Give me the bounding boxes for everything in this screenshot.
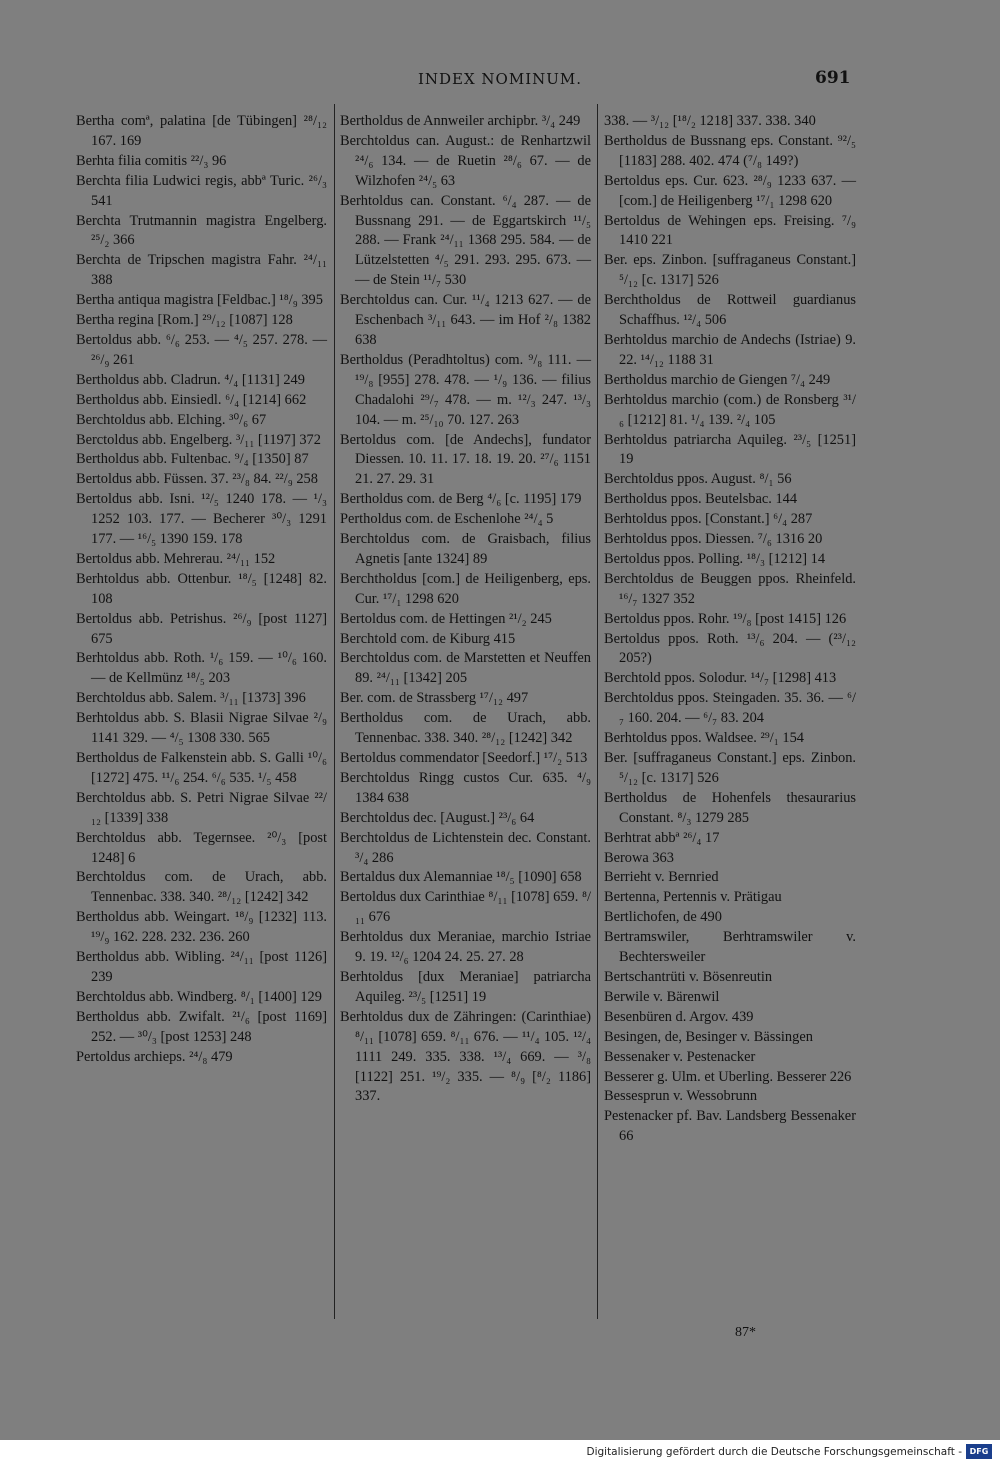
index-entry: Bertholdus (Peradhtoltus) com. ⁹/₈ 111. — ¹⁹/₈ [955] 278. 478. — ¹/₉ 136. — filius Chadalohi ²⁹/₇ 478. — m. ¹²/₃ 247. ¹³/₃ 104. — m. ²⁵/₁₀ 70. 127. 263 <box>340 351 591 428</box>
index-entry: Bertoldus com. [de Andechs], fundator Diessen. 10. 11. 17. 18. 19. 20. ²⁷/₆ 1151 21. 27. 29. 31 <box>340 431 591 488</box>
index-entry: Berchtoldus de Beuggen ppos. Rheinfeld. ¹⁶/₇ 1327 352 <box>604 570 856 607</box>
digitization-footer <box>0 1440 1000 1465</box>
index-entry: Bertoldus ppos. Roth. ¹³/₆ 204. — (²³/₁₂ 205?) <box>604 630 856 667</box>
index-entry: Berhtoldus ppos. Diessen. ⁷/₆ 1316 20 <box>604 531 823 548</box>
index-entry: Bertholdus abb. Wibling. ²⁴/₁₁ [post 1126] 239 <box>76 949 327 985</box>
index-entry: Berchtoldus dec. [August.] ²³/₆ 64 <box>340 809 535 826</box>
index-entry: Berchtoldus com. de Graisbach, filius Agnetis [ante 1324] 89 <box>340 531 591 567</box>
index-entry: Bertholdus de Bussnang eps. Constant. ⁹²/₅ [1183] 288. 402. 474 (⁷/₈ 149?) <box>604 132 856 169</box>
index-entry: Bertha comª, palatina [de Tübingen] ²⁸/₁₂ 167. 169 <box>76 113 327 149</box>
index-entry: Berhtoldus can. Constant. ⁶/₄ 287. — de Bussnang 291. — de Eggartskirch ¹¹/₅ 288. — Frank ²⁴/₁₁ 1368 295. 584. — de Lützelstetten ⁴/₅ 291. 293. 295. 673. — — de Stein ¹¹/₇ 530 <box>340 192 591 289</box>
index-entry: Bertoldus abb. Füssen. 37. ²³/₈ 84. ²²/₉ 258 <box>76 471 318 488</box>
column-divider-1 <box>334 104 335 1319</box>
index-entry: Berhtoldus abb. Roth. ¹/₆ 159. — ¹⁰/₆ 160. — de Kellmünz ¹⁸/₅ 203 <box>76 650 327 687</box>
index-entry: Berchta filia Ludwici regis, abbª Turic. ²⁶/₃ 541 <box>76 172 327 209</box>
index-entry: Bertholdus abb. Fultenbac. ⁹/₄ [1350] 87 <box>76 451 309 468</box>
index-entry: Bertoldus ppos. Rohr. ¹⁹/₈ [post 1415] 126 <box>604 610 847 627</box>
index-column-2 <box>340 112 591 1107</box>
index-entry: Bertholdus ppos. Beutelsbac. 144 <box>604 491 798 508</box>
index-entry: Berhtoldus ppos. [Constant.] ⁶/₄ 287 <box>604 511 813 528</box>
index-entry: Berhta filia comitis ²²/₃ 96 <box>76 152 227 169</box>
index-entry: Berchta de Tripschen magistra Fahr. ²⁴/₁₁ 388 <box>76 252 327 289</box>
index-entry: Pestenacker pf. Bav. Landsberg Bessenaker 66 <box>604 1108 856 1145</box>
index-entry: Berchtoldus com. de Marstetten et Neuffen 89. ²⁴/₁₁ [1342] 205 <box>340 650 591 687</box>
index-entry: Berhtoldus dux Meraniae, marchio Istriae 9. 19. ¹²/₆ 1204 24. 25. 27. 28 <box>340 929 591 966</box>
index-column-1 <box>76 112 327 1068</box>
index-entry: Bertholdus abb. Cladrun. ⁴/₄ [1131] 249 <box>76 371 305 388</box>
index-entry: Berwile v. Bärenwil <box>604 988 720 1005</box>
index-entry: Bertholdus marchio de Giengen ⁷/₄ 249 <box>604 371 831 388</box>
index-entry: Berchtoldus de Lichtenstein dec. Constant. ³/₄ 286 <box>340 829 591 866</box>
index-entry: Bertholdus de Hohenfels thesaurarius Constant. ⁸/₃ 1279 285 <box>604 789 856 826</box>
index-entry: Berctoldus abb. Engelberg. ³/₁₁ [1197] 372 <box>76 431 321 448</box>
index-entry: Berhtoldus marchio (com.) de Ronsberg ³¹/₆ [1212] 81. ¹/₄ 139. ²/₄ 105 <box>604 391 856 428</box>
index-entry: Bertoldus abb. Isni. ¹²/₅ 1240 178. — ¹/₃ 1252 103. 177. — Becherer ³⁰/₃ 1291 177. — ¹⁶/₅ 1390 159. 178 <box>76 491 327 548</box>
index-entry: Berchtoldus abb. Elching. ³⁰/₆ 67 <box>76 411 267 428</box>
column-divider-2 <box>597 104 598 1319</box>
signature-mark: 87* <box>735 1325 756 1340</box>
index-entry: Bertoldus com. de Hettingen ²¹/₂ 245 <box>340 610 552 627</box>
index-entry: Berowa 363 <box>604 849 674 866</box>
index-entry: Bertholdus com. de Urach, abb. Tennenbac. 338. 340. ²⁸/₁₂ [1242] 342 <box>340 710 591 747</box>
index-entry: Bertoldus abb. Petrishus. ²⁶/₉ [post 1127] 675 <box>76 610 327 647</box>
index-entry: Berhtoldus dux de Zähringen: (Carinthiae) ⁸/₁₁ [1078] 659. ⁸/₁₁ 676. — ¹¹/₄ 105. ¹²/₄ 1111 249. 335. 338. ¹³/₄ 669. — ³/₈ [1122] 251. ¹⁹/₂ 335. — ⁸/₉ [⁸/₂ 1186] 337. <box>340 1008 591 1105</box>
index-entry: Bertoldus abb. Mehrerau. ²⁴/₁₁ 152 <box>76 550 276 567</box>
index-entry: Berhtoldus ppos. Waldsee. ²⁹/₁ 154 <box>604 730 804 747</box>
index-entry: Bessenaker v. Pestenacker <box>604 1048 756 1065</box>
index-entry: Berhtoldus abb. Ottenbur. ¹⁸/₅ [1248] 82. 108 <box>76 570 327 607</box>
index-entry: Bertlichofen, de 490 <box>604 909 722 926</box>
index-entry: Besserer g. Ulm. et Uberling. Besserer 226 <box>604 1068 852 1085</box>
index-entry: Bertschantrüti v. Bösenreutin <box>604 968 773 985</box>
index-entry: Bessesprun v. Wessobrunn <box>604 1088 758 1105</box>
index-entry: Bertoldus ppos. Polling. ¹⁸/₃ [1212] 14 <box>604 550 826 567</box>
index-entry: Berhtoldus patriarcha Aquileg. ²³/₅ [1251] 19 <box>604 431 856 468</box>
index-entry: Berchtoldus ppos. August. ⁸/₁ 56 <box>604 471 792 488</box>
page-number: 691 <box>815 68 851 88</box>
index-entry: Bertoldus commendator [Seedorf.] ¹⁷/₂ 513 <box>340 750 588 766</box>
index-entry: Berchtoldus Ringg custos Cur. 635. ⁴/₉ 1384 638 <box>340 769 591 806</box>
index-entry: Bertholdus abb. Zwifalt. ²¹/₆ [post 1169] 252. — ³⁰/₃ [post 1253] 248 <box>76 1008 327 1045</box>
index-entry: Bertholdus com. de Berg ⁴/₆ [c. 1195] 179 <box>340 491 582 508</box>
index-entry: Ber. [suffraganeus Constant.] eps. Zinbon. ⁵/₁₂ [c. 1317] 526 <box>604 750 856 786</box>
funding-notice: Digitalisierung gefördert durch die Deutsche Forschungsgemeinschaft - <box>586 1446 962 1458</box>
dfg-logo: DFG <box>966 1444 992 1459</box>
index-entry: Berchtold ppos. Solodur. ¹⁴/₇ [1298] 413 <box>604 670 837 687</box>
index-entry: Berhtoldus abb. S. Blasii Nigrae Silvae ²/₉ 1141 329. — ⁴/₅ 1308 330. 565 <box>76 710 327 747</box>
index-entry: Berrieht v. Bernried <box>604 869 719 886</box>
index-entry: Berhtoldus [dux Meraniae] patriarcha Aquileg. ²³/₅ [1251] 19 <box>340 968 591 1005</box>
index-entry: Berhtoldus marchio de Andechs (Istriae) 9. 22. ¹⁴/₁₂ 1188 31 <box>604 331 856 368</box>
index-entry: Berchtoldus ppos. Steingaden. 35. 36. — ⁶/₇ 160. 204. — ⁶/₇ 83. 204 <box>604 690 856 727</box>
index-entry: Berchtoldus com. de Urach, abb. Tennenbac. 338. 340. ²⁸/₁₂ [1242] 342 <box>76 869 327 906</box>
index-entry: Berchtoldus abb. Tegernsee. ²⁰/₃ [post 1248] 6 <box>76 829 327 866</box>
index-entry: Bertenna, Pertennis v. Prätigau <box>604 889 782 906</box>
index-entry: Bertoldus dux Carinthiae ⁸/₁₁ [1078] 659. ⁸/₁₁ 676 <box>340 889 591 926</box>
index-entry: Ber. eps. Zinbon. [suffraganeus Constant.] ⁵/₁₂ [c. 1317] 526 <box>604 252 856 289</box>
index-entry: Bertaldus dux Alemanniae ¹⁸/₅ [1090] 658 <box>340 869 582 886</box>
index-entry: Besingen, de, Besinger v. Bässingen <box>604 1028 813 1045</box>
index-entry: Bertha antiqua magistra [Feldbac.] ¹⁸/₉ 395 <box>76 292 323 309</box>
index-entry: Bertha regina [Rom.] ²⁹/₁₂ [1087] 128 <box>76 312 293 329</box>
index-entry: Berchtoldus can. Cur. ¹¹/₄ 1213 627. — de Eschenbach ³/₁₁ 643. — im Hof ²/₈ 1382 638 <box>340 292 591 348</box>
index-entry: Berchtoldus can. August.: de Renhartzwil ²⁴/₆ 134. — de Ruetin ²⁸/₆ 67. — de Wilzhofen ²⁴/₅ 63 <box>340 132 591 189</box>
index-entry: Bertholdus abb. Weingart. ¹⁸/₉ [1232] 113. ¹⁹/₉ 162. 228. 232. 236. 260 <box>76 909 327 946</box>
index-entry: Berchtholdus de Rottweil guardianus Schaffhus. ¹²/₄ 506 <box>604 292 856 329</box>
index-entry: Pertholdus com. de Eschenlohe ²⁴/₄ 5 <box>340 511 554 528</box>
index-entry: Bertramswiler, Berhtramswiler v. Bechtersweiler <box>604 929 856 966</box>
index-entry: Bertholdus abb. Einsiedl. ⁶/₄ [1214] 662 <box>76 391 307 408</box>
index-entry: Besenbüren d. Argov. 439 <box>604 1008 754 1025</box>
index-entry: Bertholdus de Falkenstein abb. S. Galli ¹⁰/₆ [1272] 475. ¹¹/₆ 254. ⁶/₆ 535. ¹/₅ 458 <box>76 750 327 786</box>
index-entry: Berchtoldus abb. S. Petri Nigrae Silvae ²²/₁₂ [1339] 338 <box>76 789 327 826</box>
index-entry: Bertholdus de Annweiler archipbr. ³/₄ 249 <box>340 113 581 129</box>
index-entry: Bertoldus abb. ⁶/₆ 253. — ⁴/₅ 257. 278. — ²⁶/₉ 261 <box>76 331 327 368</box>
index-entry: Pertoldus archieps. ²⁴/₈ 479 <box>76 1048 233 1065</box>
index-entry: Berchtoldus abb. Salem. ³/₁₁ [1373] 396 <box>76 690 306 707</box>
index-entry: Berchtold com. de Kiburg 415 <box>340 630 516 647</box>
index-entry: Berchta Trutmannin magistra Engelberg. ²⁵/₂ 366 <box>76 212 327 249</box>
index-entry: Berchtoldus abb. Windberg. ⁸/₁ [1400] 129 <box>76 988 322 1005</box>
index-entry: Bertoldus de Wehingen eps. Freising. ⁷/₉ 1410 221 <box>604 212 856 249</box>
running-header-title: INDEX NOMINUM. <box>417 70 583 88</box>
index-column-3 <box>604 112 856 1147</box>
index-entry: Ber. com. de Strassberg ¹⁷/₁₂ 497 <box>340 690 529 707</box>
index-entry: Berhtrat abbª ²⁶/₄ 17 <box>604 829 720 846</box>
index-entry: 338. — ³/₁₂ [¹⁸/₂ 1218] 337. 338. 340 <box>604 113 816 129</box>
index-entry: Bertoldus eps. Cur. 623. ²⁸/₉ 1233 637. — [com.] de Heiligenberg ¹⁷/₁ 1298 620 <box>604 172 856 209</box>
index-entry: Berchtholdus [com.] de Heiligenberg, eps. Cur. ¹⁷/₁ 1298 620 <box>340 570 591 607</box>
